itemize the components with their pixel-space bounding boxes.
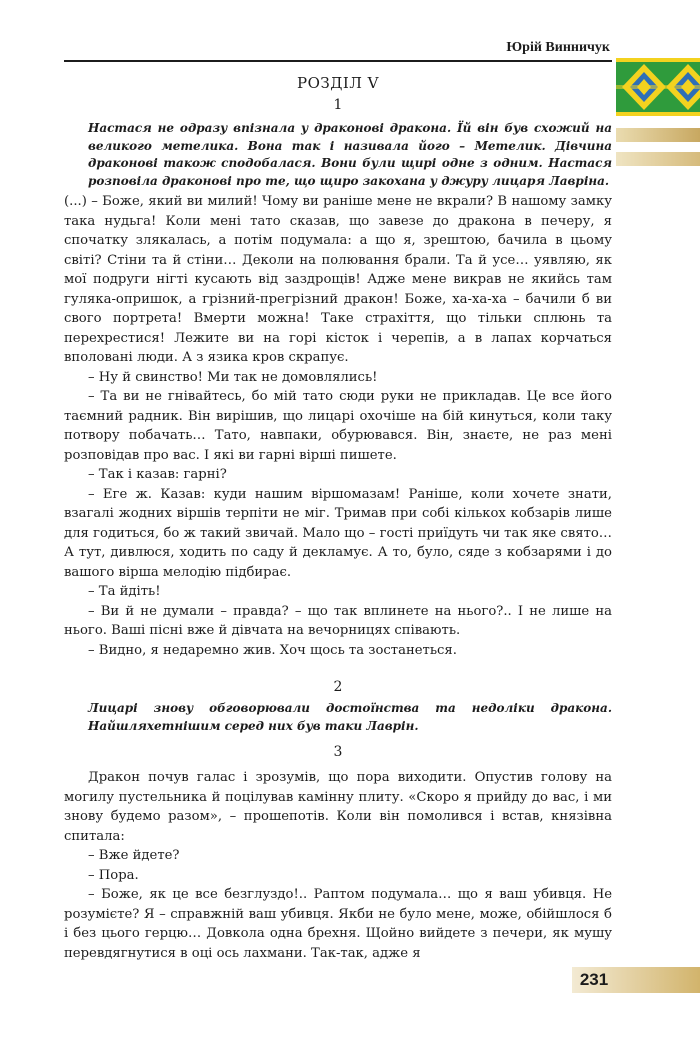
page-number: 231 <box>579 970 609 989</box>
header-rule <box>64 60 612 62</box>
paragraph: – Та ви не гнівайтесь, бо мій тато сюди руки не прикладав. Це все його таємний радник. Він вирішив, що лицарі охочіше на бій кинуться, коли таку потвору побачать… Тато, навпаки, обурювався. Він, знаєте, не раз мені розповідав про вас. І які ви гарні вірші пишете. <box>64 389 612 463</box>
paragraph: (...) – Боже, який ви милий! Чому ви раніше мене не вкрали? В нашому замку така нудьга! Коли мені тато сказав, що завезе до дракона в печеру, я спочатку злякалась, а потім подумала: а що я, зрештою, бачила в цьому світі? Стіни та й стіни… Деколи на полювання брали. Та й усе… уявляю, як мої подруги нігті кусають від заздрощів! Адже мене викрав не якийсь там гуляка-опришок, а грізний-прегрізний дракон! Боже, ха-ха-ха – бачили б ви свого портрета! Вмерти можна! Таке страхіття, що тільки сплюнь та перехрестися! Лежите ви на горі кісток і черепів, а в лапах корчаться вполовані люди. А з язика кров скрапує. <box>64 194 612 365</box>
section-text <box>64 192 612 660</box>
section-number: 3 <box>333 744 343 760</box>
paragraph: – Видно, я недаремно жив. Хоч щось та зостанеться. <box>88 642 457 658</box>
embroidery-ornament <box>616 58 700 116</box>
section-text <box>64 768 612 963</box>
section-summary: Лицарі знову обговорювали достоїнства та недоліки дракона. Найшляхетнішим серед них був таки Лаврін. <box>88 701 612 733</box>
paragraph: – Так і казав: гарні? <box>88 467 227 482</box>
paragraph: – Ви й не думали – правда? – що так вплинете на нього?.. І не лише на нього. Ваші пісні вже й дівчата на вечорницях співають. <box>64 603 612 638</box>
section-number: 1 <box>333 97 343 113</box>
decorative-band <box>616 128 700 142</box>
paragraph: – Вже йдете? <box>88 848 180 863</box>
section-summary: Настася не одразу впізнала у драконові дракона. Їй він був схожий на великого метелика. Вона так і називала його – Метелик. Дівчина драконові також сподобалася. Вони були щирі одне з одним. Настася розповіла драконові про те, що щиро закохана у джуру лицаря Лавріна. <box>88 121 612 188</box>
section-number: 2 <box>333 679 343 695</box>
paragraph: – Еге ж. Казав: куди нашим віршомазам! Раніше, коли хочете знати, взагалі жодних віршів терпіти не міг. Тримав при собі кількох кобзарів лише для годиться, бо ж такий звичай. Мало що – гості приїдуть чи так яке свято… А тут, дивлюся, ходить по саду й декламує. А то, було, сяде з кобзарями і до вашого вірша мелодію підбирає. <box>64 486 612 580</box>
paragraph: – Та йдіть! <box>88 584 161 599</box>
chapter-title: РОЗДІЛ V <box>297 74 379 92</box>
running-header-author: Юрій Винничук <box>506 40 610 55</box>
decorative-band <box>616 152 700 166</box>
paragraph: Дракон почув галас і зрозумів, що пора виходити. Опустив голову на могилу пустельника й поцілував камінну плиту. «Скоро я прийду до вас, і ми знову будемо разом», – прошепотів. Коли він помолився і встав, князівна спитала: <box>64 770 612 844</box>
paragraph: – Боже, як це все безглуздо!.. Раптом подумала… що я ваш убивця. Не розумієте? Я – справжній ваш убивця. Якби не було мене, може, обійшлося б і без цього герцю… Довкола одна брехня. Щойно вийдете з печери, як мушу перевдягнутися в оці ось лахмани. Так-так, адже я <box>64 887 612 961</box>
paragraph: – Ну й свинство! Ми так не домовлялись! <box>88 369 378 385</box>
paragraph: – Пора. <box>88 867 139 883</box>
